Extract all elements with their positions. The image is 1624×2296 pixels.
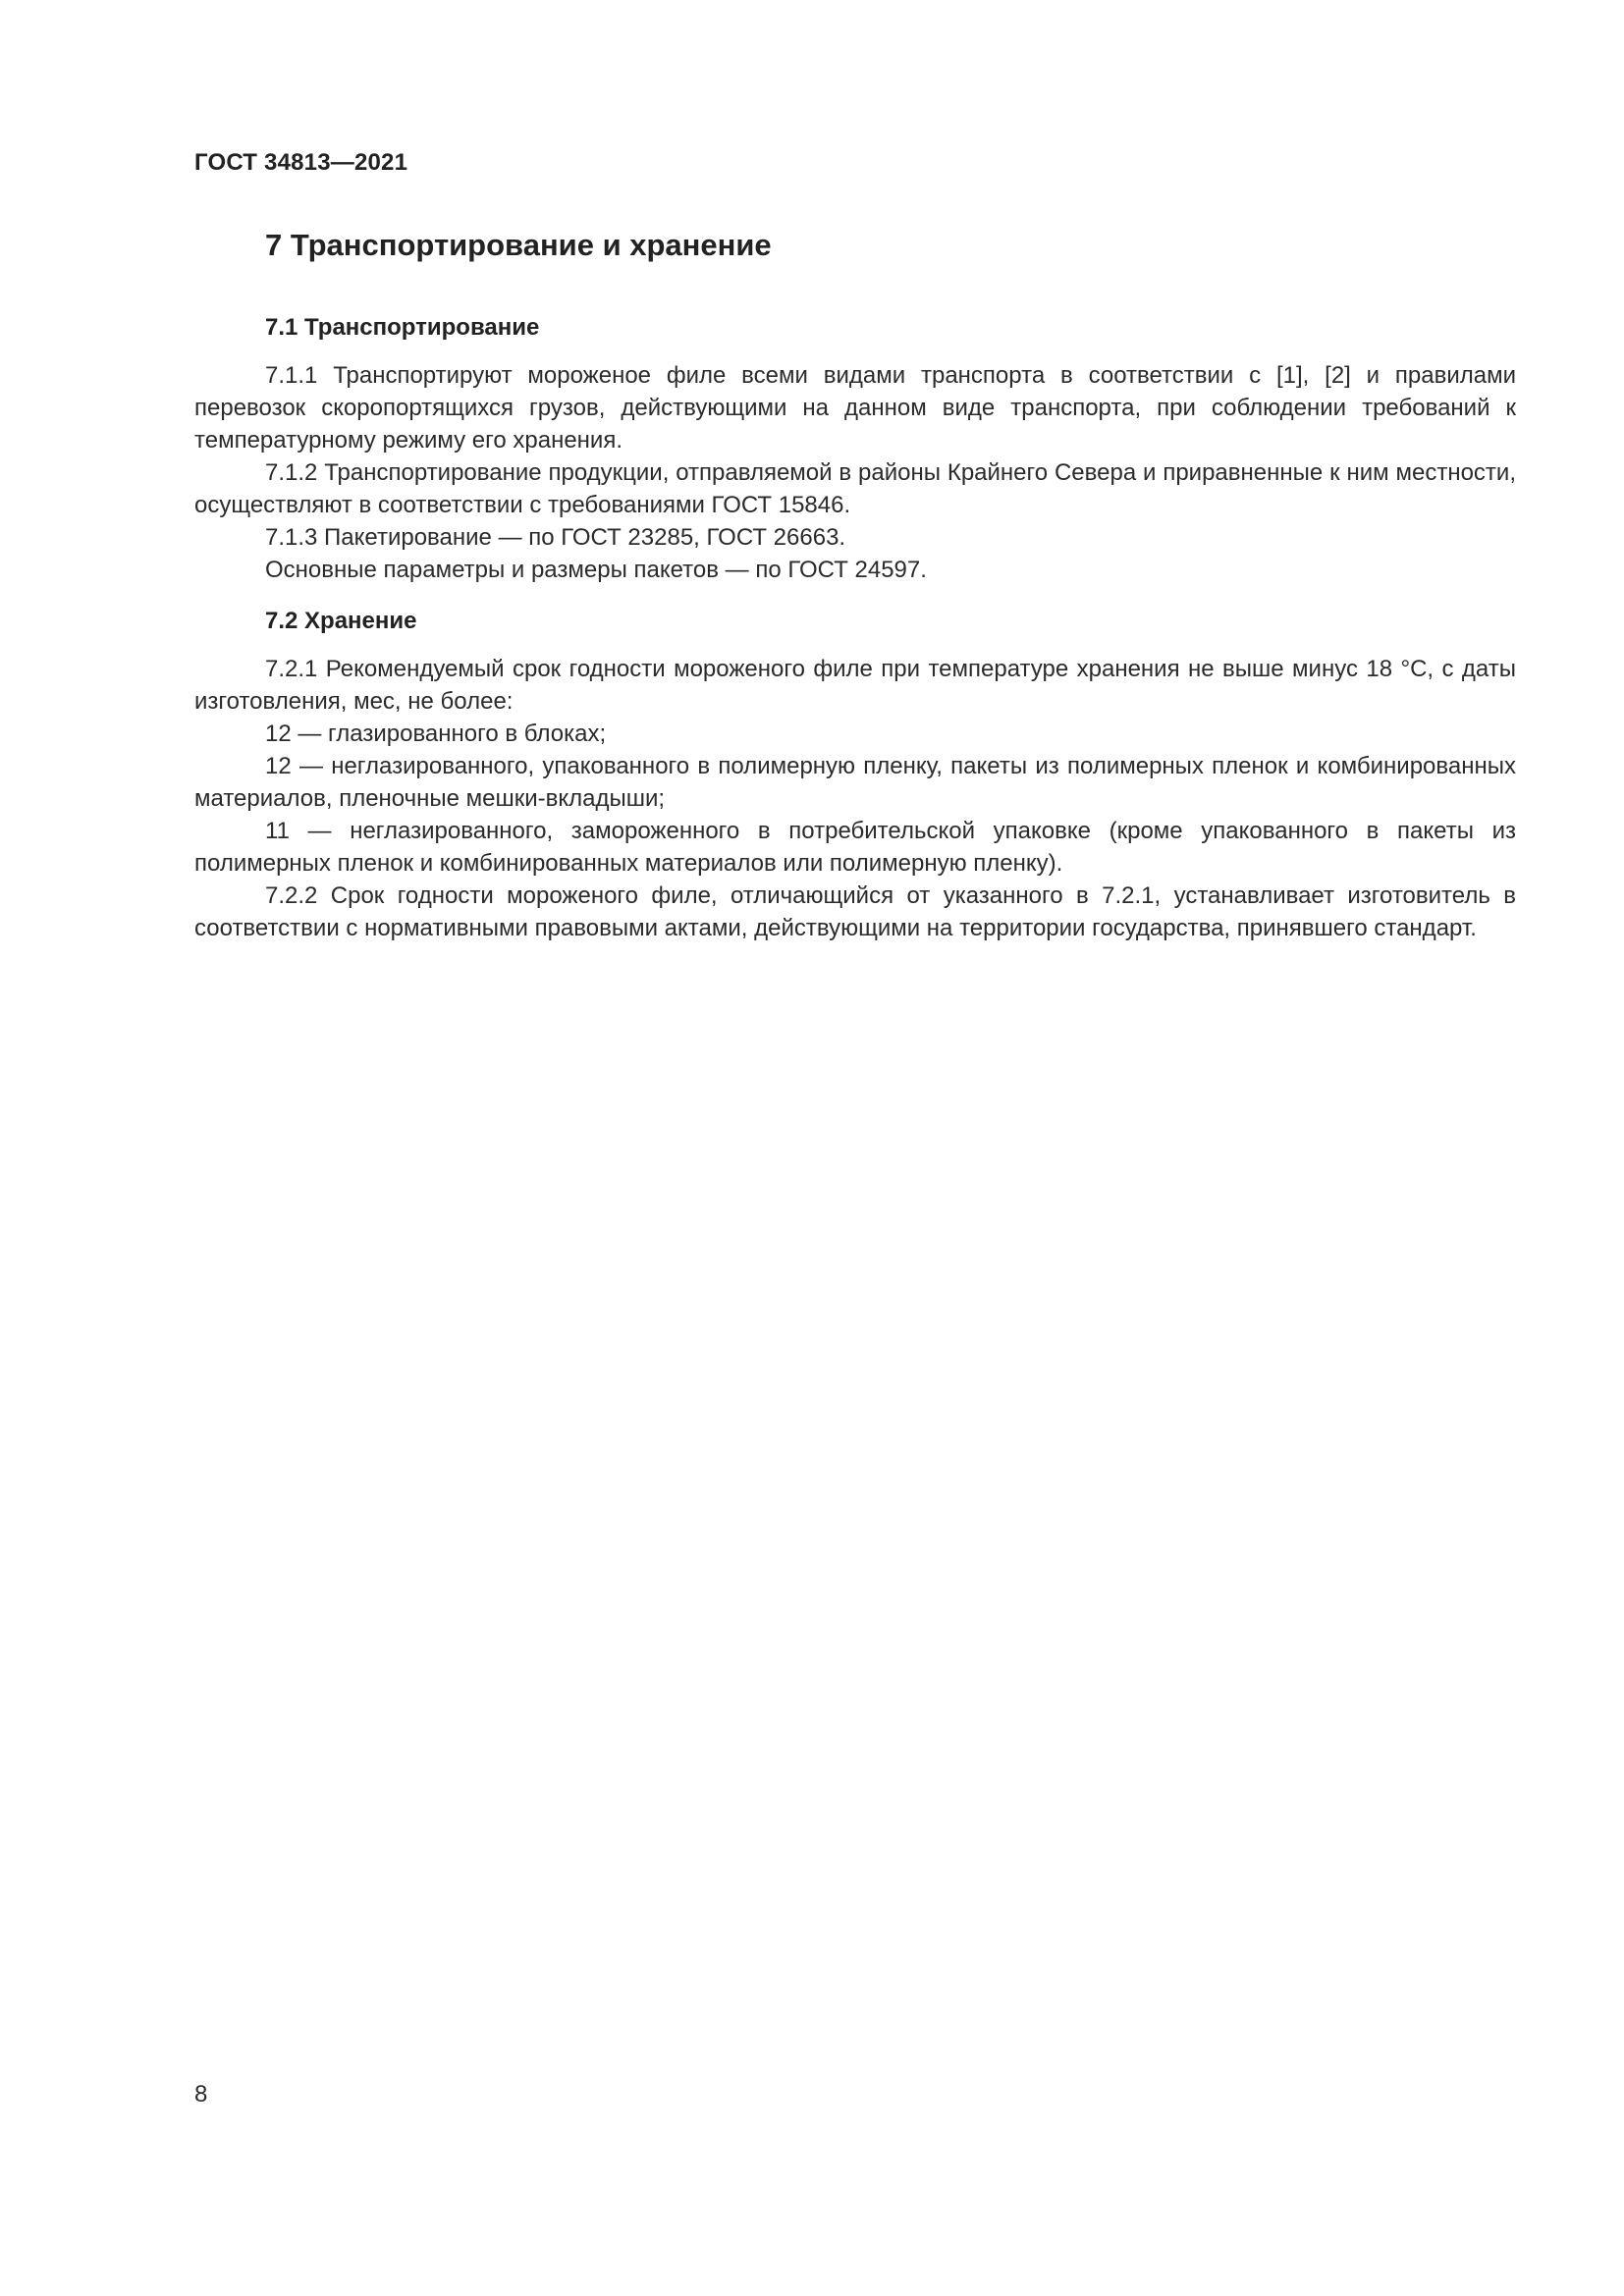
paragraph-7-1-3: 7.1.3 Пакетирование — по ГОСТ 23285, ГОСТ 26663. <box>265 524 846 551</box>
subsection-title-storage: 7.2 Хранение <box>265 608 417 634</box>
subsection-title-transport: 7.1 Транспортирование <box>265 314 540 341</box>
page-number: 8 <box>194 2081 208 2108</box>
paragraph-7-1-1: 7.1.1 Транспортируют мороженое филе всеми видами транспорта в соответствии с [1], [2] и правилами перевозок скоропортящихся грузов, действующими на данном виде транспорта, при соблюдении требований к температурному режиму его хранения. <box>194 362 1516 454</box>
list-item-unglazed-film: 12 — неглазированного, упакованного в полимерную пленку, пакеты из полимерных пленок и комбинированных материалов, пленочные мешки-вкладыши; <box>194 753 1516 812</box>
section-title: 7 Транспортирование и хранение <box>265 228 772 262</box>
document-body <box>194 220 1516 944</box>
paragraph-pack-params: Основные параметры и размеры пакетов — по ГОСТ 24597. <box>265 557 927 583</box>
document-id-header: ГОСТ 34813—2021 <box>194 149 408 176</box>
list-item-glazed: 12 — глазированного в блоках; <box>265 721 607 747</box>
paragraph-7-2-1: 7.2.1 Рекомендуемый срок годности мороженого филе при температуре хранения не выше минус 18 °С, с даты изготовления, мес, не более: <box>194 656 1516 715</box>
paragraph-7-1-2: 7.1.2 Транспортирование продукции, отправляемой в районы Крайнего Севера и приравненные к ним местности, осуществляют в соответствии с требованиями ГОСТ 15846. <box>194 459 1516 518</box>
paragraph-7-2-2: 7.2.2 Срок годности мороженого филе, отличающийся от указанного в 7.2.1, устанавливает изготовитель в соответствии с нормативными правовыми актами, действующими на территории государства, принявшего стандарт. <box>194 882 1516 941</box>
list-item-unglazed-consumer: 11 — неглазированного, замороженного в потребительской упаковке (кроме упакованного в пакеты из полимерных пленок и комбинированных материалов или полимерную пленку). <box>194 818 1516 877</box>
